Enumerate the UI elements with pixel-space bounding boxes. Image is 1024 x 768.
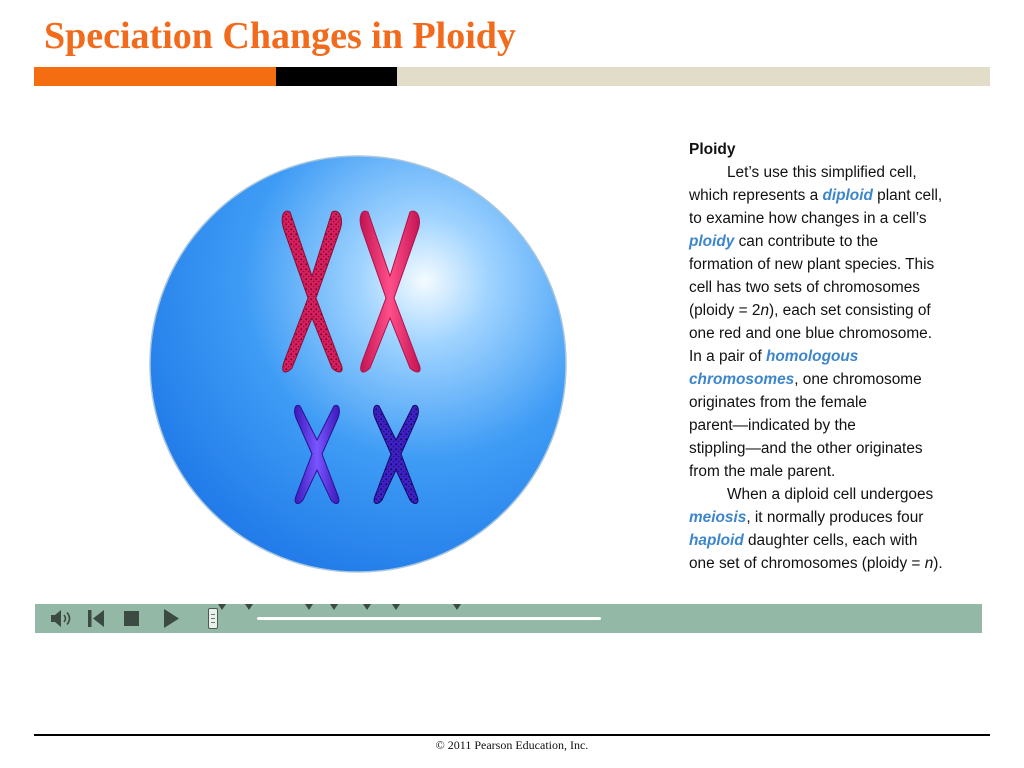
chapter-marker-icon[interactable] <box>453 604 461 610</box>
text-span: (ploidy = 2 <box>689 302 761 319</box>
text-span: formation of new plant species. This <box>689 256 935 273</box>
text-span: cell has two sets of chromosomes <box>689 279 920 296</box>
keyword-ploidy[interactable]: ploidy <box>689 233 735 250</box>
text-line <box>689 345 989 368</box>
title-rule-black <box>276 67 397 86</box>
skip-back-icon[interactable] <box>85 604 107 633</box>
text-line <box>689 322 989 345</box>
keyword-diploid[interactable]: diploid <box>822 187 873 204</box>
progress-track[interactable] <box>257 617 601 620</box>
text-span: daughter cells, each with <box>743 532 918 549</box>
text-line <box>689 529 989 552</box>
progress-slider-thumb[interactable] <box>208 608 218 629</box>
text-span: can contribute to the <box>734 233 879 250</box>
text-line <box>689 230 989 253</box>
text-span: one set of chromosomes (ploidy = <box>689 555 925 572</box>
text-span: n <box>924 555 934 572</box>
chapter-marker-icon[interactable] <box>330 604 338 610</box>
keyword-chromosomes[interactable]: chromosomes <box>689 371 795 388</box>
text-span: ). <box>933 555 943 572</box>
text-span: , one chromosome <box>794 371 922 388</box>
text-line <box>689 276 989 299</box>
slide-title: Speciation Changes in Ploidy <box>44 15 516 57</box>
text-line <box>689 368 989 391</box>
keyword-haploid[interactable]: haploid <box>689 532 744 549</box>
text-span: one red and one blue chromosome. <box>689 325 932 342</box>
title-rule-orange <box>34 67 276 86</box>
chapter-marker-icon[interactable] <box>245 604 253 610</box>
text-line <box>689 391 989 414</box>
cell-icon <box>150 156 566 572</box>
text-span: , it normally produces four <box>746 509 924 526</box>
chapter-marker-icon[interactable] <box>363 604 371 610</box>
text-line <box>689 207 989 230</box>
text-span: plant cell, <box>872 187 943 204</box>
text-span: Let’s use this simplified cell, <box>727 164 917 181</box>
chapter-marker-icon[interactable] <box>392 604 400 610</box>
text-line <box>689 506 989 529</box>
text-line <box>689 552 989 575</box>
stop-icon[interactable] <box>121 604 141 633</box>
text-line <box>689 437 989 460</box>
text-span: originates from the female <box>689 394 867 411</box>
keyword-meiosis[interactable]: meiosis <box>689 509 747 526</box>
text-span: In a pair of <box>689 348 766 365</box>
text-span: from the male parent. <box>689 463 836 480</box>
text-line <box>689 414 989 437</box>
text-line <box>689 299 989 322</box>
panel-heading: Ploidy <box>689 141 736 158</box>
chapter-marker-icon[interactable] <box>218 604 226 610</box>
footer-rule <box>34 734 990 736</box>
cell-figure <box>140 148 580 588</box>
title-rule-tan <box>397 67 990 86</box>
text-span: which represents a <box>689 187 823 204</box>
text-line <box>689 184 989 207</box>
animation-player-bar <box>35 604 982 633</box>
text-line <box>689 253 989 276</box>
text-span: stippling—and the other originates <box>689 440 923 457</box>
text-line <box>689 483 989 506</box>
text-span: ), each set consisting of <box>769 302 931 319</box>
text-span: to examine how changes in a cell’s <box>689 210 927 227</box>
keyword-homologous[interactable]: homologous <box>766 348 859 365</box>
play-icon[interactable] <box>161 604 181 633</box>
text-span: When a diploid cell undergoes <box>727 486 934 503</box>
text-line <box>689 161 989 184</box>
text-span: n <box>760 302 769 319</box>
volume-icon[interactable] <box>49 604 75 633</box>
chapter-marker-icon[interactable] <box>305 604 313 610</box>
copyright-footer: © 2011 Pearson Education, Inc. <box>435 738 589 752</box>
text-line <box>689 460 989 483</box>
text-span: parent—indicated by the <box>689 417 856 434</box>
explanation-panel <box>689 138 989 575</box>
